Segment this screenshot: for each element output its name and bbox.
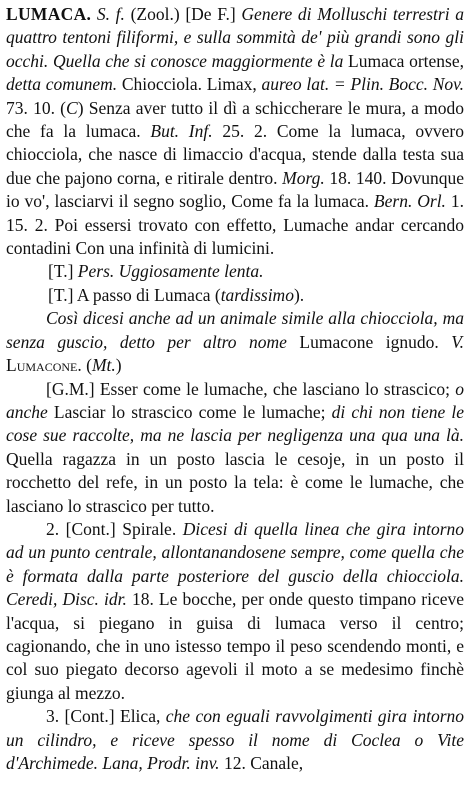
text-segment: 2. [Cont.] Spirale. [46, 518, 183, 539]
text-segment: 1. 15. 2. Poi essersi trovato con effetto, Lumache andar cercando contadini Con una infinità di lumicini. [6, 191, 464, 259]
text-segment: Lasciar lo strascico come le lumache; [47, 401, 332, 422]
sense-2-spirale [6, 518, 464, 705]
text-segment: 73. 10. ( [6, 97, 67, 118]
usage-note-strascico [6, 378, 464, 518]
text-segment: Lumacone. [6, 355, 82, 376]
entry-definition [6, 3, 464, 260]
usage-note-pers [6, 260, 464, 283]
text-segment: aureo lat. = Plin. Bocc. Nov. [261, 74, 464, 95]
text-segment: 18. 140. Dovunque io vo', lasciarvi il segno soglio, Come fa la lumaca. [6, 167, 465, 212]
text-segment: Genere di Molluschi terrestri a quattro tentoni filiformi, e sulla sommità de' più grandi sono gli occhi. Quella che si conosce maggiormente è la [6, 4, 464, 71]
text-segment: Quella ragazza in un posto lascia le cesoje, in un posto il rocchetto del refe, in un posto la tela: è come le lumache, che lasciano lo strascico per tutto. [6, 448, 464, 516]
text-segment: ). [293, 284, 305, 305]
text-segment: detta comunem. [6, 74, 118, 95]
text-segment: 3. [Cont.] Elica, [46, 706, 166, 727]
text-segment: But. Inf. [150, 121, 213, 142]
text-segment: Morg. [282, 167, 325, 188]
text-segment: Così dicesi anche ad un animale simile alla chiocciola, ma senza guscio, detto per altro nome [6, 308, 464, 352]
text-segment: ) [115, 355, 122, 376]
usage-note-animale [6, 307, 464, 377]
text-segment: [G.M.] Esser come le lumache, che lasciano lo strascico; [46, 378, 456, 399]
text-segment: ) Senza aver tutto il dì a schiccherare le mura, a modo che fa la lumaca. [6, 97, 465, 142]
sense-3-elica [6, 705, 464, 775]
text-segment: Pers. Uggiosamente lenta. [77, 261, 264, 282]
text-segment: tardissimo [220, 284, 294, 305]
text-segment: ( [81, 355, 92, 376]
text-segment: Mt. [91, 355, 116, 376]
text-segment: Chiocciola. Limax, [117, 74, 262, 95]
text-segment: Dicesi di quella linea che gira intorno ad un punto centrale, allontanandosene sempre, come quella che è formata dalla parte posteriore del guscio della chiocciola. Ceredi, Disc. idr. [6, 518, 465, 610]
text-segment: C [66, 97, 78, 118]
text-segment: che con eguali ravvolgimenti gira intorno un cilindro, e riceve spesso il nome di Coclea o Vite d'Archimede. Lana, Prodr. inv. [6, 706, 464, 773]
usage-note-passo [6, 284, 464, 307]
text-segment: o anche [6, 378, 464, 422]
text-segment: LUMACA. [6, 4, 92, 24]
text-segment: 12. Canale, [219, 753, 304, 773]
text-segment: [T.] [48, 261, 78, 282]
text-segment: 18. Le bocche, per onde questo timpano riceve l'acqua, si piegano in guisa di lumaca verso il centro; cagionando, che in uno istesso tempo il peso scendendo monti, e col suo piegato decorso agevoli il moto a se medesimo finchè giunga al mezzo. [6, 589, 465, 703]
text-segment: Lumaca ortense, [343, 50, 464, 71]
text-segment: Bern. Orl. [373, 191, 446, 212]
text-segment: (Zool.) [De F.] [124, 4, 242, 24]
text-segment: [T.] A passo di Lumaca ( [48, 284, 221, 305]
text-segment: S. f. [96, 4, 125, 24]
text-segment: di chi non tiene le cose sue raccolte, ma ne lascia per negligenza una qua una là. [6, 401, 464, 446]
text-segment: 25. 2. Come la lumaca, ovvero chiocciola, che nasce di limaccio d'acqua, stende dalla testa sua due che pajono corna, e ritirale dentro. [6, 121, 464, 188]
text-segment: Lumacone ignudo. [286, 331, 452, 352]
text-segment: V. [451, 331, 465, 352]
